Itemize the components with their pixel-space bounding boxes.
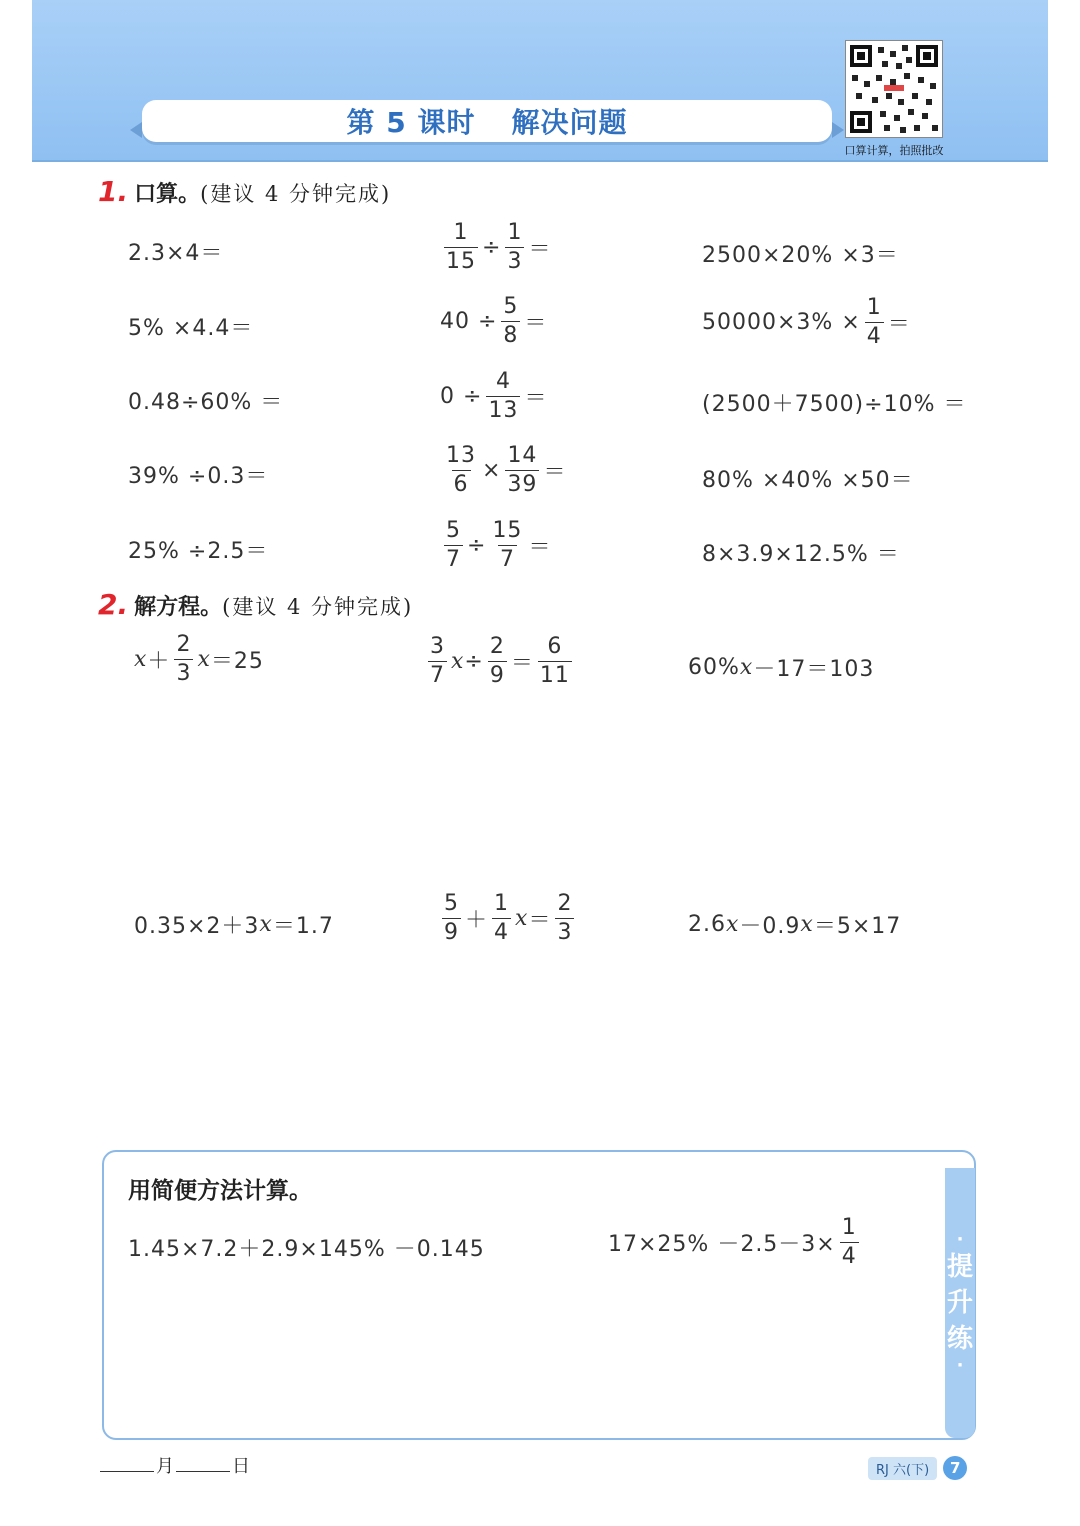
day-label: 日 <box>232 1456 250 1477</box>
denominator: 3 <box>507 249 523 274</box>
section-1-title: 口算。 <box>134 182 201 207</box>
equals-sign: ＝ <box>510 651 534 676</box>
numerator: 13 <box>446 443 476 468</box>
denominator: 4 <box>866 324 882 349</box>
expression-middle: －0.9 <box>739 914 801 939</box>
date-field <box>98 1452 250 1478</box>
equation-6 <box>688 909 901 940</box>
side-tab-char: 升 <box>946 1288 973 1318</box>
expression-prefix: 17×25% －2.5－3× <box>608 1232 836 1257</box>
right-hand-side: ＝25 <box>210 649 264 674</box>
fraction <box>865 297 884 348</box>
numerator: 2 <box>489 634 505 659</box>
oral-calc-item: 2500×20% ×3＝ <box>702 243 899 268</box>
day-blank[interactable] <box>176 1471 230 1472</box>
simplify-problem-1: 1.45×7.2＋2.9×145% －0.145 <box>128 1237 485 1262</box>
oral-calc-item: 5% ×4.4＝ <box>128 316 254 341</box>
fraction <box>428 636 447 687</box>
right-hand-side: ＝5×17 <box>813 914 902 939</box>
operator: ＋ <box>147 649 171 674</box>
equals-sign: ＝ <box>887 312 911 337</box>
numerator: 1 <box>866 295 882 320</box>
fraction <box>492 893 511 944</box>
expression-prefix: 0.35×2＋3 <box>134 914 260 939</box>
oral-calc-fraction-item <box>440 371 547 422</box>
fraction <box>486 371 520 422</box>
oral-calc-item <box>702 297 911 348</box>
denominator: 3 <box>176 661 192 686</box>
oral-calc-item: (2500＋7500)÷10% ＝ <box>702 392 967 417</box>
book-tag: RJ 六(下) <box>868 1457 937 1480</box>
lesson-topic: 解决问题 <box>511 106 628 139</box>
variable: x <box>726 912 740 937</box>
oral-calc-fraction-item <box>440 222 551 273</box>
numerator: 1 <box>494 891 510 916</box>
simplify-problem-2 <box>608 1217 863 1268</box>
oral-calc-item: 80% ×40% ×50＝ <box>702 468 914 493</box>
denominator: 39 <box>507 472 538 497</box>
denominator: 9 <box>444 920 459 945</box>
side-tab-char: 练 <box>946 1324 973 1354</box>
section-2-number: 2. <box>98 588 129 621</box>
operator: ＋ <box>465 908 489 933</box>
numerator: 5 <box>503 294 519 319</box>
equals-sign: ＝ <box>524 311 548 336</box>
extension-side-tab <box>945 1168 975 1438</box>
oral-calc-item: 8×3.9×12.5% ＝ <box>702 542 900 567</box>
equation-5 <box>438 893 578 944</box>
lesson-title <box>347 101 628 141</box>
fraction <box>501 296 520 347</box>
expression-prefix: 0 ÷ <box>440 384 483 409</box>
equation-2 <box>424 636 576 687</box>
variable: x <box>451 649 465 674</box>
fraction <box>444 445 478 496</box>
variable: x <box>259 912 273 937</box>
qr-code-icon[interactable] <box>845 40 943 138</box>
numerator: 6 <box>547 634 563 659</box>
extension-box-title: 用简便方法计算。 <box>128 1178 312 1204</box>
oral-calc-item: 2.3×4＝ <box>128 241 224 266</box>
denominator: 6 <box>453 472 469 497</box>
operator: ÷ <box>467 533 487 558</box>
qr-caption: 口算计算，拍照批改 <box>844 144 944 157</box>
oral-calc-item: 0.48÷60% ＝ <box>128 390 284 415</box>
left-arrow-decoration <box>130 122 142 138</box>
denominator: 15 <box>446 249 476 274</box>
month-blank[interactable] <box>100 1471 154 1472</box>
operator: ÷ <box>482 235 502 260</box>
expression-prefix: 2.6 <box>688 912 726 937</box>
fraction <box>174 634 193 685</box>
variable: x <box>197 647 211 672</box>
denominator: 11 <box>539 663 570 688</box>
section-1-note: (建议 4 分钟完成) <box>200 182 392 206</box>
numerator: 5 <box>446 518 461 543</box>
equation-3 <box>688 652 874 683</box>
denominator: 7 <box>499 547 515 572</box>
equation-1 <box>134 634 264 685</box>
fraction <box>505 222 524 273</box>
numerator: 15 <box>492 518 523 543</box>
section-2-title: 解方程。 <box>134 595 223 620</box>
variable: x <box>134 647 148 672</box>
page-number: 7 <box>943 1456 967 1480</box>
denominator: 3 <box>557 920 573 945</box>
section-2-note: (建议 4 分钟完成) <box>222 595 414 619</box>
side-tab-char: 提 <box>946 1252 973 1282</box>
equation-4 <box>134 909 334 940</box>
equals-sign: ＝ <box>524 386 548 411</box>
fraction <box>840 1217 859 1268</box>
denominator: 4 <box>494 920 510 945</box>
page-header <box>32 0 1048 162</box>
numerator: 2 <box>557 891 573 916</box>
denominator: 7 <box>446 547 461 572</box>
month-label: 月 <box>156 1456 174 1477</box>
numerator: 4 <box>495 369 511 394</box>
denominator: 9 <box>489 663 505 688</box>
equals-sign: ＝ <box>528 908 552 933</box>
equals-sign: ＝ <box>528 535 552 560</box>
oral-calc-fraction-item <box>440 445 566 496</box>
fraction <box>442 893 461 944</box>
equals-sign: ＝ <box>543 460 567 485</box>
fraction <box>490 520 524 571</box>
numerator: 14 <box>507 443 538 468</box>
section-1-heading <box>98 175 391 208</box>
denominator: 7 <box>430 663 445 688</box>
fraction <box>444 520 463 571</box>
right-arrow-decoration <box>832 122 844 138</box>
side-tab-dot: · <box>956 1355 964 1376</box>
fraction <box>488 636 507 687</box>
operator: × <box>482 458 502 483</box>
numerator: 3 <box>430 634 445 659</box>
section-2-heading <box>98 588 413 621</box>
numerator: 2 <box>176 632 192 657</box>
expression-prefix: 40 ÷ <box>440 309 498 334</box>
oral-calc-item: 25% ÷2.5＝ <box>128 539 269 564</box>
numerator: 1 <box>507 220 523 245</box>
variable: x <box>739 655 754 680</box>
right-hand-side: －17＝103 <box>753 657 875 682</box>
denominator: 4 <box>841 1244 857 1269</box>
fraction <box>538 636 572 687</box>
side-tab-dot: · <box>956 1229 964 1250</box>
variable: x <box>515 906 529 931</box>
right-hand-side: ＝1.7 <box>272 914 334 939</box>
numerator: 1 <box>841 1215 857 1240</box>
numerator: 1 <box>453 220 469 245</box>
variable: x <box>800 912 814 937</box>
expression-prefix: 60% <box>688 655 740 680</box>
fraction <box>555 893 574 944</box>
denominator: 8 <box>503 323 519 348</box>
oral-calc-item: 39% ÷0.3＝ <box>128 464 269 489</box>
fraction <box>444 222 478 273</box>
equals-sign: ＝ <box>528 237 552 262</box>
section-1-number: 1. <box>98 175 129 208</box>
page-footer <box>868 1456 967 1480</box>
numerator: 5 <box>444 891 459 916</box>
oral-calc-fraction-item <box>440 520 551 571</box>
oral-calc-fraction-item <box>440 296 547 347</box>
fraction <box>505 445 539 496</box>
lesson-title-bar <box>142 100 832 142</box>
denominator: 13 <box>488 398 519 423</box>
operator: ÷ <box>464 649 484 674</box>
lesson-number: 第 5 课时 <box>346 106 476 139</box>
expression-prefix: 50000×3% × <box>702 310 861 335</box>
